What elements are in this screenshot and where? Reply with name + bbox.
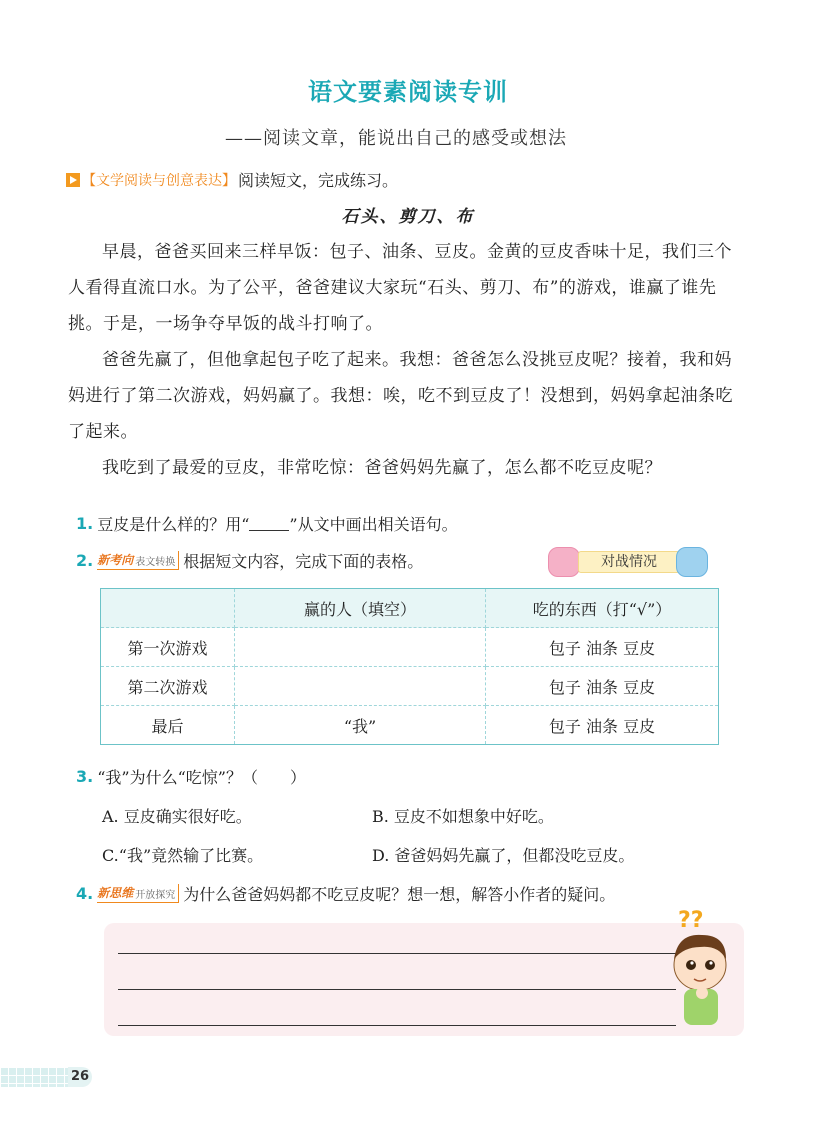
winner-cell: “我”: [235, 706, 486, 745]
section-tag: 【文学阅读与创意表达】: [82, 172, 236, 189]
winner-cell[interactable]: [235, 667, 486, 706]
answer-box[interactable]: [104, 908, 744, 1036]
page-number: 26: [68, 1067, 92, 1087]
section-header: [66, 168, 398, 191]
thinking-boy-icon: [660, 907, 740, 1032]
article-paragraph-1: 早晨，爸爸买回来三样早饭：包子、油条、豆皮。金黄的豆皮香味十足，我们三个人看得直流口水。为了公平，爸爸建议大家玩“石头、剪刀、布”的游戏，谁赢了谁先挑。于是，一场争夺早饭的战斗打响了。: [68, 242, 732, 334]
blue-fist-icon: [676, 547, 708, 577]
page-number-bar: [0, 1067, 68, 1087]
row-label: 最后: [101, 706, 235, 745]
section-instruction: 阅读短文，完成练习。: [238, 171, 399, 190]
question-text-a: 豆皮是什么样的？用“: [97, 515, 250, 534]
row-label: 第一次游戏: [101, 628, 235, 667]
badge-sub: 表文转换: [135, 557, 176, 568]
article-body: [68, 234, 748, 486]
table-header-cell: 吃的东西（打“√”）: [486, 589, 719, 628]
badge-main: 新考向: [97, 553, 134, 567]
table-row: [101, 628, 719, 667]
question-4: [76, 882, 615, 905]
table-row: [101, 667, 719, 706]
pink-fist-icon: [548, 547, 580, 577]
answer-line-2[interactable]: [118, 989, 676, 990]
page-subtitle: ——阅读文章，能说出自己的感受或想法: [225, 128, 567, 149]
badge-main: 新思维: [97, 886, 134, 900]
question-text: “我”为什么“吃惊”？（ ）: [97, 768, 306, 787]
table-row: [101, 706, 719, 745]
article-paragraph-2: 爸爸先赢了，但他拿起包子吃了起来。我想：爸爸怎么没挑豆皮呢？接着，我和妈妈进行了第二次游戏，妈妈赢了。我想：唉，吃不到豆皮了！没想到，妈妈拿起油条吃了起来。: [68, 350, 733, 442]
table-header-cell: [101, 589, 235, 628]
article-paragraph-3: 我吃到了最爱的豆皮，非常吃惊：爸爸妈妈先赢了，怎么都不吃豆皮呢？: [102, 458, 662, 478]
option-a[interactable]: A. 豆皮确实很好吃。: [102, 807, 252, 826]
article-title: 石头、剪刀、布: [341, 207, 475, 227]
game-table: [100, 588, 719, 745]
foods-cell[interactable]: 包子 油条 豆皮: [486, 628, 719, 667]
page-title: 语文要素阅读专训: [308, 78, 508, 106]
winner-cell[interactable]: [235, 628, 486, 667]
row-label: 第二次游戏: [101, 667, 235, 706]
question-badge: [97, 884, 179, 903]
kid-question-marks: ??: [678, 908, 704, 933]
battle-label: [548, 547, 708, 575]
foods-cell[interactable]: 包子 油条 豆皮: [486, 706, 719, 745]
question-1: [76, 512, 458, 535]
question-text-b: ”从文中画出相关语句。: [289, 515, 458, 534]
question-number: 1.: [76, 514, 94, 533]
option-b[interactable]: B. 豆皮不如想象中好吃。: [372, 807, 554, 826]
option-d[interactable]: D. 爸爸妈妈先赢了，但都没吃豆皮。: [372, 846, 635, 865]
answer-line-1[interactable]: [118, 953, 676, 954]
underline-blank: [249, 516, 289, 531]
option-c[interactable]: C.“我”竟然输了比赛。: [102, 846, 264, 865]
battle-label-text: 对战情况: [578, 551, 680, 573]
foods-cell[interactable]: 包子 油条 豆皮: [486, 667, 719, 706]
play-icon: [66, 173, 80, 187]
question-text: 根据短文内容，完成下面的表格。: [183, 552, 424, 571]
question-number: 4.: [76, 884, 94, 903]
answer-line-3[interactable]: [118, 1025, 676, 1026]
question-2: [76, 549, 423, 572]
badge-sub: 开放探究: [135, 890, 176, 901]
question-number: 3.: [76, 767, 94, 786]
question-badge: [97, 551, 179, 570]
question-number: 2.: [76, 551, 94, 570]
table-header-cell: 赢的人（填空）: [235, 589, 486, 628]
question-3: [76, 765, 306, 788]
question-text: 为什么爸爸妈妈都不吃豆皮呢？想一想，解答小作者的疑问。: [183, 885, 616, 904]
table-header-row: [101, 589, 719, 628]
